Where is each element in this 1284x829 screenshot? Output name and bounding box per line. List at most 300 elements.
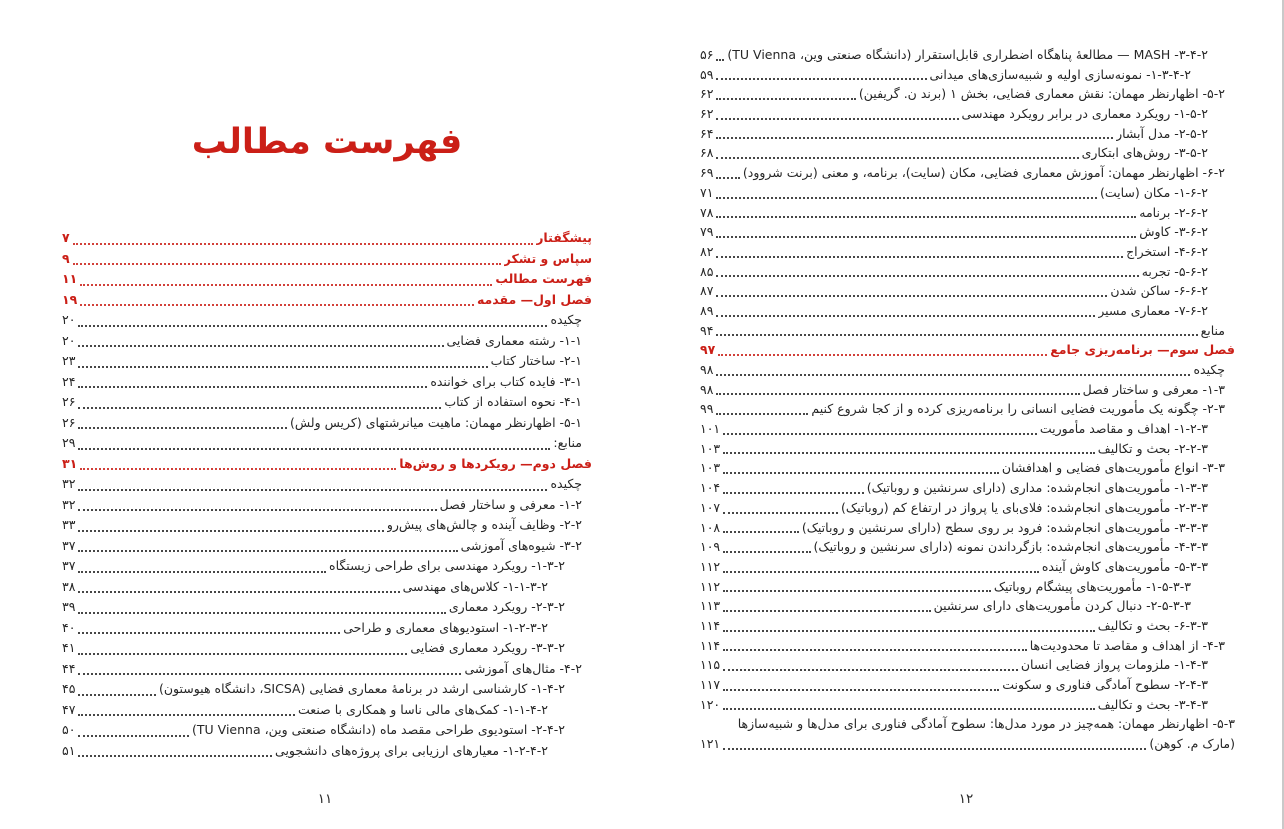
- dot-leader: [723, 492, 864, 494]
- toc-entry: [700, 281, 1235, 301]
- entry-page-number: ۵۰: [62, 722, 76, 737]
- entry-number: ۲-‏۴-‏۲-‏۱-‏: [499, 742, 548, 758]
- dot-leader: [723, 472, 999, 474]
- entry-page-number: ۱۰۷: [700, 499, 721, 515]
- dot-leader: [78, 509, 436, 511]
- entry-page-number: ۳۱: [62, 455, 78, 471]
- entry-text: [802, 518, 1208, 538]
- toc-title: فهرست مطالب: [191, 122, 463, 162]
- toc-entry: [62, 372, 592, 393]
- entry-title: رویکرد معماری فضایی: [410, 640, 528, 655]
- entry-title: کاوش: [1139, 224, 1171, 240]
- toc-entry: [700, 203, 1235, 223]
- entry-title: کمک‌های مالی ناسا و همکاری با صنعت: [298, 701, 500, 717]
- entry-number: ۲-‏۳-‏۲-‏: [527, 599, 565, 614]
- entry-text: [447, 331, 582, 352]
- entry-number: ۳-‏۳-‏۵-‏۲-‏: [1142, 598, 1191, 614]
- entry-number: ۲-‏۵-‏۲-‏: [1170, 125, 1208, 141]
- entry-text: [444, 392, 582, 413]
- entry-text: [859, 84, 1225, 104]
- toc-entry: [62, 433, 592, 454]
- dot-leader: [73, 263, 501, 265]
- dot-leader: [723, 708, 1095, 710]
- dot-leader: [723, 452, 1095, 454]
- entry-number: ۲-‏۶-‏۵-‏: [1170, 263, 1208, 279]
- entry-page-number: ۶۲: [700, 106, 714, 122]
- dot-leader: [716, 118, 958, 120]
- entry-title: معرفی و ساختار فصل: [1082, 381, 1199, 397]
- entry-page-number: ۱۲۱: [700, 736, 721, 752]
- entry-page-number: ۲۴: [62, 373, 76, 389]
- entry-number: ۳-‏۳-‏۶-‏: [1170, 617, 1208, 633]
- entry-text: [1098, 616, 1208, 636]
- dot-leader: [73, 243, 534, 245]
- entry-title: مکان (سایت): [1099, 184, 1171, 200]
- dot-leader: [723, 433, 1037, 435]
- entry-title: ساکن شدن: [1110, 283, 1171, 299]
- entry-page-number: ۱۰۴: [700, 480, 721, 496]
- dot-leader: [716, 315, 1095, 317]
- entry-page-number: ۱۰۱: [700, 421, 721, 437]
- toc-entry: [700, 714, 1235, 734]
- entry-text: [934, 596, 1191, 616]
- toc-entry: [62, 536, 592, 557]
- entry-number: ۳-‏۲-‏: [1198, 401, 1225, 417]
- dot-leader: [716, 393, 1079, 395]
- entry-page-number: ۸۷: [700, 283, 714, 299]
- entry-text: [1116, 124, 1208, 144]
- entry-text: [814, 537, 1208, 557]
- entry-page-number: ۵۹: [700, 66, 714, 82]
- toc-chapter-entry: [700, 340, 1235, 360]
- entry-page-number: ۲۳: [62, 353, 76, 368]
- entry-page-number: ۳۷: [62, 558, 76, 573]
- entry-number: ۲-‏۶-‏۶-‏: [1170, 283, 1208, 299]
- toc-entry: [62, 413, 592, 434]
- toc-entry: [62, 638, 592, 659]
- dot-leader: [78, 366, 487, 368]
- entry-title: استودیوهای معماری و طراحی: [343, 619, 500, 635]
- entry-page-number: ۳۹: [62, 599, 76, 614]
- toc-entry: [62, 392, 592, 413]
- toc-chapter-entry: [62, 269, 592, 290]
- entry-page-number: ۱۱۴: [700, 617, 721, 633]
- entry-number: ۲-‏۴-‏۱-‏: [527, 681, 565, 696]
- entry-title: فصل اول— مقدمه: [476, 291, 592, 307]
- entry-text: [727, 45, 1208, 65]
- entry-number: ۱-‏۲-‏: [555, 353, 582, 368]
- entry-text: [477, 290, 592, 311]
- toc-entry: [700, 616, 1235, 636]
- entry-number: ۳-‏۴-‏: [1198, 637, 1225, 653]
- dot-leader: [716, 256, 1123, 258]
- toc-entry: [62, 679, 592, 700]
- dot-leader: [723, 689, 999, 691]
- entry-title: مدل آبشار: [1116, 125, 1171, 141]
- entry-page-number: ۱۱۷: [700, 677, 721, 692]
- dot-leader: [78, 735, 189, 737]
- entry-title: مأموریت‌های انجام‌شده: مداری (دارای سرنشین و روباتیک): [866, 480, 1171, 496]
- entry-text: [930, 65, 1191, 85]
- entry-number: ۲-‏۴-‏۱-‏۱-‏: [499, 701, 548, 717]
- entry-text: [504, 249, 592, 270]
- entry-title: ساختار کتاب: [490, 353, 556, 368]
- entry-title: اظهارنظر مهمان: همه‌چیز در مورد مدل‌ها: سطوح آمادگی فناوری برای مدل‌ها و شبیه‌سازها: [737, 716, 1209, 732]
- entry-title: مأموریت‌های انجام‌شده: فرود بر روی سطح (دارای سرنشین و روباتیک): [801, 519, 1171, 535]
- entry-page-number: ۷۱: [700, 184, 714, 200]
- entry-number: ۲-‏۶-‏۲-‏: [1170, 204, 1208, 220]
- toc-entry: [700, 124, 1235, 144]
- entry-number: ۲-‏۲-‏: [555, 517, 582, 532]
- dot-leader: [78, 427, 287, 429]
- toc-entry: [700, 45, 1235, 65]
- entry-text: [275, 741, 548, 762]
- toc-entry: [700, 636, 1235, 656]
- entry-text: [449, 597, 565, 618]
- dot-leader: [723, 649, 1027, 651]
- entry-page-number: ۴۱: [62, 640, 76, 655]
- entry-page-number: ۵۱: [62, 742, 76, 758]
- entry-text: [1050, 340, 1235, 360]
- entry-page-number: ۳۷: [62, 537, 76, 553]
- entry-text: [1100, 183, 1208, 203]
- entry-title: مأموریت‌های کاوش آینده: [1041, 558, 1171, 574]
- entry-page-number: ۳۳: [62, 517, 76, 532]
- entry-text: [290, 413, 582, 434]
- entry-text: [743, 163, 1225, 183]
- entry-text: [1002, 675, 1208, 695]
- entry-title: چکیده: [1193, 362, 1225, 377]
- entry-page-number: ۱۱۲: [700, 558, 721, 574]
- entry-title: برنامه: [1139, 204, 1171, 220]
- entry-number: ۲-‏۴-‏۲-‏: [527, 722, 565, 737]
- entry-title: ملزومات پرواز فضایی انسان: [1020, 657, 1171, 673]
- toc-entry: [62, 597, 592, 618]
- toc-entry: [700, 380, 1235, 400]
- entry-page-number: ۶۹: [700, 165, 714, 181]
- toc-entry: [700, 458, 1235, 478]
- dot-leader: [716, 137, 1113, 139]
- entry-title: چکیده: [550, 476, 582, 491]
- toc-chapter-entry: [62, 228, 592, 249]
- entry-number: ۳-‏۳-‏۲-‏: [1170, 499, 1208, 515]
- toc-entry: [700, 577, 1235, 597]
- entry-title: بحث و تکالیف: [1097, 617, 1171, 633]
- toc-entry: [62, 741, 592, 762]
- toc-entry: [62, 515, 592, 536]
- entry-number: ۲-‏۵-‏۱-‏: [1170, 106, 1208, 122]
- toc-entry: [700, 262, 1235, 282]
- toc-entry: [700, 655, 1235, 675]
- toc-chapter-entry: [62, 290, 592, 311]
- entry-text: [994, 577, 1191, 597]
- entry-number: ۲-‏۳-‏۱-‏۱-‏: [499, 578, 548, 594]
- entry-text: [440, 495, 582, 516]
- dot-leader: [78, 591, 399, 593]
- entry-page-number: ۷: [62, 230, 70, 245]
- entry-page-number: ۷۸: [700, 204, 714, 220]
- entry-text: [1142, 262, 1208, 282]
- entry-text: [1040, 419, 1208, 439]
- entry-page-number: ۱۰۸: [700, 519, 721, 535]
- entry-page-number: ۲۰: [62, 312, 76, 327]
- entry-text: [962, 104, 1208, 124]
- entry-title: منابع: [1200, 322, 1225, 338]
- entry-page-number: ۲۶: [62, 394, 76, 409]
- dot-leader: [78, 386, 427, 388]
- toc-entry: [700, 242, 1235, 262]
- entry-page-number: ۱۱۵: [700, 657, 721, 673]
- toc-entry: [700, 163, 1235, 183]
- entry-title: کلاس‌های مهندسی: [402, 578, 500, 594]
- toc-entry: [62, 700, 592, 721]
- entry-number: ۳-‏۳-‏۱-‏: [1170, 480, 1208, 496]
- entry-number: ۲-‏۳-‏: [555, 537, 582, 553]
- entry-page-number: ۱۹: [62, 291, 78, 307]
- entry-text: [811, 399, 1225, 419]
- entry-number: ۱-‏۴-‏: [555, 394, 582, 409]
- entry-page-number: ۲۶: [62, 414, 76, 430]
- dot-leader: [78, 714, 295, 716]
- entry-text: [1139, 203, 1208, 223]
- entry-title: استودیوی طراحی مقصد ماه (دانشگاه صنعتی وین، TU Vienna): [192, 722, 528, 737]
- toc-entry: [62, 577, 592, 598]
- dot-leader: [78, 345, 443, 347]
- entry-page-number: ۶۲: [700, 86, 714, 102]
- entry-text: [1139, 222, 1208, 242]
- entry-text: [1021, 655, 1208, 675]
- dot-leader: [718, 354, 1047, 356]
- entry-title: اظهارنظر مهمان: آموزش معماری فضایی، مکان (سایت)، برنامه، و معنی (برنت شروود): [742, 165, 1199, 181]
- entry-page-number: ۷۹: [700, 224, 714, 240]
- entry-title: رشته معماری فضایی: [446, 332, 556, 348]
- entry-text: [343, 618, 548, 639]
- entry-page-number: ۳۲: [62, 496, 76, 512]
- dot-leader: [78, 550, 457, 552]
- entry-title: رویکرد معماری در برابر رویکرد مهندسی: [961, 106, 1171, 122]
- entry-number: ۲-‏۴-‏: [555, 660, 582, 676]
- entry-page-number: ۳۲: [62, 476, 76, 491]
- dot-leader: [723, 748, 1146, 750]
- toc-entry: [62, 495, 592, 516]
- toc-entry: [700, 596, 1235, 616]
- entry-text: [1098, 301, 1208, 321]
- dot-leader: [716, 59, 724, 61]
- entry-title: بحث و تکالیف: [1097, 696, 1171, 712]
- toc-entry: [700, 419, 1235, 439]
- dot-leader: [716, 275, 1138, 277]
- entry-text: [1098, 695, 1208, 715]
- dot-leader: [78, 407, 441, 409]
- toc-entry: [62, 474, 592, 495]
- entry-text: [159, 679, 565, 700]
- entry-text: [550, 474, 582, 495]
- entry-title: کارشناسی ارشد در برنامهٔ معماری فضایی (SICSA، دانشگاه هیوستون): [158, 681, 528, 696]
- toc-entry: [62, 720, 592, 741]
- entry-title: پیشگفتار: [536, 230, 592, 245]
- entry-text: [1042, 557, 1208, 577]
- entry-page-number: ۱۱۳: [700, 598, 721, 614]
- entry-text: [192, 720, 565, 741]
- entry-text: [461, 536, 582, 557]
- entry-page-number: ۱۱۲: [700, 578, 721, 594]
- entry-number: ۲-‏۵-‏: [1198, 86, 1225, 102]
- toc-entry: [700, 183, 1235, 203]
- entry-title: از اهداف و مقاصد تا محدودیت‌ها: [1029, 637, 1199, 653]
- dot-leader: [716, 334, 1197, 336]
- entry-page-number: ۶۴: [700, 125, 714, 141]
- dot-leader: [78, 571, 326, 573]
- entry-number: ۲-‏۴-‏۳-‏: [1170, 47, 1208, 62]
- toc-entry: [700, 399, 1235, 419]
- entry-page-number: ۲۹: [62, 435, 76, 450]
- dot-leader: [716, 413, 808, 415]
- entry-page-number: ۶۸: [700, 145, 714, 161]
- entry-number: ۲-‏۳-‏۲-‏۱-‏: [499, 619, 548, 635]
- entry-number: ۲-‏۶-‏۷-‏: [1170, 302, 1208, 318]
- entry-text: [491, 351, 582, 372]
- entry-number: ۳-‏۳-‏۵-‏: [1170, 558, 1208, 574]
- entry-text: [464, 659, 582, 680]
- dot-leader: [723, 551, 810, 553]
- dot-leader: [716, 78, 926, 80]
- entry-title: بحث و تکالیف: [1097, 440, 1171, 456]
- toc-entry: [700, 222, 1235, 242]
- entry-title: رویکرد مهندسی برای طراحی زیستگاه: [329, 558, 528, 573]
- toc-entry: [700, 675, 1235, 695]
- toc-entry: [700, 321, 1235, 341]
- dot-leader: [716, 374, 1190, 376]
- entry-page-number: ۱۲۰: [700, 696, 721, 712]
- dot-leader: [78, 325, 547, 327]
- entry-text: [1193, 360, 1225, 380]
- toc-entry: [700, 143, 1235, 163]
- entry-title: معماری مسیر: [1098, 302, 1171, 318]
- entry-number: ۳-‏۲-‏۱-‏: [1170, 421, 1208, 437]
- entry-text: [403, 577, 548, 598]
- entry-page-number: ۴۷: [62, 701, 76, 717]
- entry-title: استخراج: [1126, 243, 1171, 259]
- toc-entry: [62, 618, 592, 639]
- dot-leader: [78, 653, 407, 655]
- dot-leader: [716, 197, 1097, 199]
- entry-title: نحوه استفاده از کتاب: [444, 394, 556, 409]
- entry-text: [1126, 242, 1208, 262]
- entry-page-number: ۹۴: [700, 322, 714, 338]
- dot-leader: [78, 755, 272, 757]
- dot-leader: [723, 610, 930, 612]
- toc-entry: [700, 439, 1235, 459]
- entry-title: فایده کتاب برای خواننده: [430, 373, 556, 389]
- entry-text: [399, 454, 592, 475]
- toc-entry: [62, 310, 592, 331]
- entry-text: [867, 478, 1208, 498]
- entry-number: ۱-‏۵-‏: [555, 414, 582, 430]
- entry-number: ۳-‏۴-‏۳-‏: [1170, 696, 1208, 712]
- dot-leader: [723, 512, 838, 514]
- entry-number: ۲-‏۵-‏۳-‏: [1170, 145, 1208, 161]
- entry-number: ۳-‏۳-‏: [1198, 460, 1225, 476]
- entry-number: ۲-‏۴-‏۳-‏۱-‏: [1142, 66, 1191, 82]
- entry-title: شیوه‌های آموزشی: [460, 537, 556, 553]
- entry-title: مثال‌های آموزشی: [464, 660, 556, 676]
- dot-leader: [723, 531, 799, 533]
- entry-page-number: ۹۸: [700, 362, 714, 377]
- dot-leader: [723, 669, 1018, 671]
- entry-title: معرفی و ساختار فصل: [439, 496, 556, 512]
- entry-title: سپاس و تشکر: [503, 250, 592, 266]
- entry-title: نمونه‌سازی اولیه و شبیه‌سازی‌های میدانی: [929, 66, 1143, 82]
- toc-list-right: [700, 0, 1235, 754]
- dot-leader: [716, 177, 739, 179]
- entry-text: [1002, 458, 1225, 478]
- entry-title: مأموریت‌های پیشگام روباتیک: [993, 578, 1143, 594]
- toc-entry: [62, 331, 592, 352]
- toc-entry: [700, 557, 1235, 577]
- entry-title: MASH — مطالعهٔ پناهگاه اضطراری قابل‌استقرار (دانشگاه صنعتی وین، TU Vienna): [727, 47, 1171, 62]
- toc-entry: [700, 734, 1235, 754]
- entry-text: [553, 433, 582, 454]
- entry-text: [1201, 321, 1225, 341]
- entry-number: ۳-‏۱-‏: [1198, 381, 1225, 397]
- page-number-footer-right: ۱۲: [958, 791, 974, 807]
- toc-entry: [700, 537, 1235, 557]
- entry-page-number: ۱۰۳: [700, 460, 721, 476]
- entry-page-number: ۴۴: [62, 660, 76, 676]
- entry-page-number: ۸۵: [700, 263, 714, 279]
- toc-entry: [700, 104, 1235, 124]
- entry-number: ۳-‏۴-‏۲-‏: [1170, 677, 1208, 692]
- toc-entry: [62, 556, 592, 577]
- dot-leader: [716, 236, 1136, 238]
- entry-text: [1149, 734, 1235, 754]
- entry-title: سطوح آمادگی فناوری و سکونت: [1002, 677, 1171, 692]
- dot-leader: [78, 612, 445, 614]
- entry-text: [738, 714, 1235, 734]
- dot-leader: [80, 284, 492, 286]
- entry-number: ۲-‏۱-‏: [555, 496, 582, 512]
- dot-leader: [723, 571, 1039, 573]
- entry-text: [841, 498, 1208, 518]
- entry-number: ۲-‏۶-‏۴-‏: [1170, 243, 1208, 259]
- toc-list-left: [62, 228, 592, 761]
- toc-entry: [700, 518, 1235, 538]
- entry-page-number: ۴۰: [62, 619, 76, 635]
- entry-page-number: ۹۷: [700, 342, 716, 358]
- toc-entry: [62, 659, 592, 680]
- entry-number: ۳-‏۳-‏۳-‏: [1170, 519, 1208, 535]
- entry-title: روش‌های ابتکاری: [1081, 145, 1171, 161]
- entry-text: [387, 515, 582, 536]
- entry-number: ۳-‏۴-‏۱-‏: [1170, 657, 1208, 673]
- dot-leader: [78, 673, 461, 675]
- dot-leader: [716, 98, 855, 100]
- entry-title: چگونه یک مأموریت فضایی انسانی را برنامه‌ریزی کرده و از کجا شروع کنیم: [811, 401, 1199, 417]
- toc-entry: [700, 301, 1235, 321]
- dot-leader: [716, 157, 1078, 159]
- entry-number: ۳-‏۵-‏: [1208, 716, 1235, 732]
- entry-title: چکیده: [550, 312, 582, 327]
- entry-page-number: ۹۸: [700, 381, 714, 397]
- dot-leader: [716, 216, 1136, 218]
- entry-title: فصل سوم— برنامه‌ریزی جامع: [1050, 342, 1235, 358]
- dot-leader: [723, 590, 991, 592]
- dot-leader: [80, 468, 396, 470]
- entry-page-number: ۱۱: [62, 271, 78, 286]
- entry-page-number: ۴۵: [62, 681, 76, 696]
- entry-number: ۲-‏۶-‏: [1198, 165, 1225, 181]
- entry-number: ۱-‏۱-‏: [555, 332, 582, 348]
